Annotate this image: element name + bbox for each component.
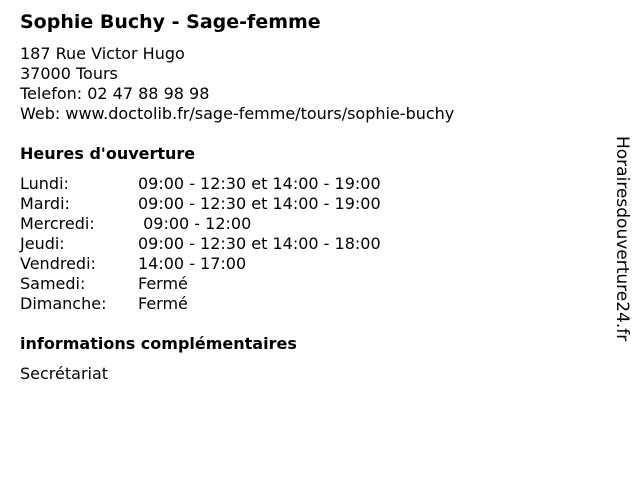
hours-day: Mardi: [20,194,70,213]
website-link[interactable]: Web: www.doctolib.fr/sage-femme/tours/sophie-buchy [20,104,455,123]
hours-day: Vendredi: [20,254,96,273]
hours-row [20,254,381,274]
hours-time: 09:00 - 12:30 et 14:00 - 19:00 [138,194,381,213]
hours-row [20,194,381,214]
hours-row [20,214,381,234]
phone-number[interactable]: Telefon: 02 47 88 98 98 [20,84,210,103]
hours-day: Dimanche: [20,294,107,313]
address-block [20,44,454,124]
hours-row [20,294,381,314]
hours-time: 09:00 - 12:30 et 14:00 - 19:00 [138,174,381,193]
hours-time: Fermé [138,294,188,313]
hours-day: Jeudi: [20,234,65,253]
street-address: 187 Rue Victor Hugo [20,44,185,63]
hours-day: Samedi: [20,274,86,293]
hours-time: 09:00 - 12:00 [138,214,252,233]
hours-time: 14:00 - 17:00 [138,254,247,273]
hours-day: Mercredi: [20,214,95,233]
hours-row [20,274,381,294]
hours-time: Fermé [138,274,188,293]
info-heading: informations complémentaires [20,334,297,353]
brand-watermark: Horairesdouverture24.fr [612,136,632,342]
hours-time: 09:00 - 12:30 et 14:00 - 18:00 [138,234,381,253]
hours-day: Lundi: [20,174,69,193]
hours-table [20,174,381,314]
city-address: 37000 Tours [20,64,118,83]
page-title: Sophie Buchy - Sage-femme [20,11,321,33]
info-text: Secrétariat [20,364,109,383]
hours-heading: Heures d'ouverture [20,144,196,163]
hours-row [20,234,381,254]
hours-row [20,174,381,194]
